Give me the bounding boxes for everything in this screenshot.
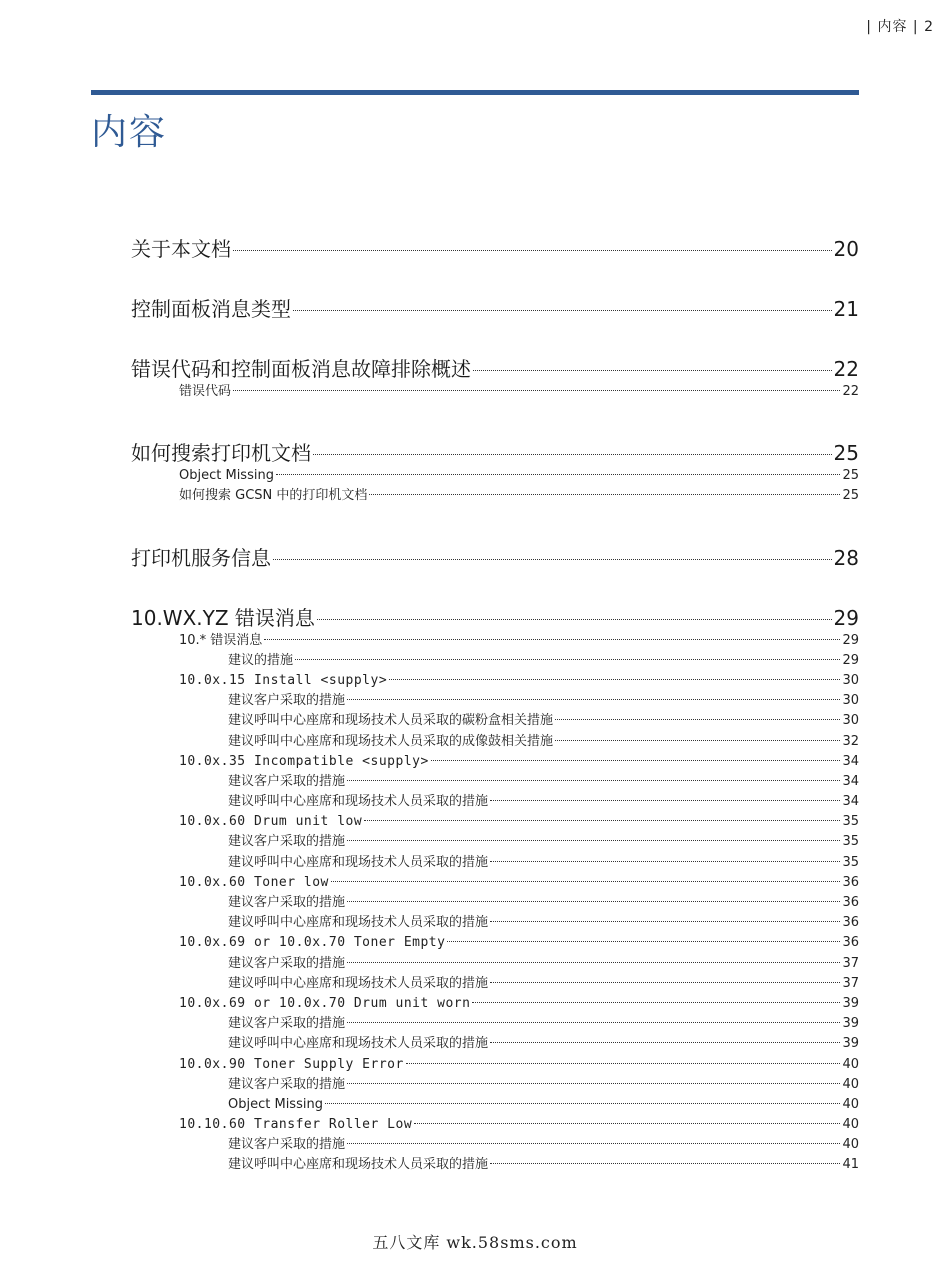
dot-leader: [264, 639, 840, 640]
toc-entry-label: 建议客户采取的措施: [228, 895, 346, 910]
toc-page-number: 36: [842, 874, 859, 890]
toc-page-number: 37: [842, 975, 859, 991]
toc-page-number: 40: [842, 1096, 859, 1112]
toc-page-number: 39: [842, 1016, 859, 1032]
toc-page-number: 25: [842, 488, 859, 504]
toc-subentry[interactable]: [131, 651, 859, 671]
toc-page-number: 28: [833, 545, 859, 570]
dot-leader: [331, 881, 841, 882]
toc-entry-label: 建议客户采取的措施: [228, 834, 346, 850]
toc-subentry[interactable]: [131, 1034, 859, 1054]
toc-page-number: 21: [833, 297, 859, 321]
dot-leader: [490, 861, 840, 862]
toc-entry-label: 建议呼叫中心座席和现场技术人员采取的措施: [228, 975, 489, 991]
toc-page-number: 29: [833, 605, 859, 630]
toc-page-number: 30: [842, 672, 859, 688]
dot-leader: [293, 310, 832, 311]
toc-entry-label: Object Missing: [179, 468, 274, 484]
toc-subentry[interactable]: [131, 933, 859, 953]
toc-entry-label: 10.0x.60 Toner low: [179, 874, 329, 890]
toc-entry-label: 控制面板消息类型: [131, 297, 291, 321]
toc-entry-troubleshooting-overview[interactable]: [131, 356, 859, 382]
dot-leader: [406, 1063, 841, 1064]
footer-watermark: 五八文库 wk.58sms.com: [372, 1233, 578, 1252]
toc-page-number: 40: [842, 1137, 859, 1153]
toc-page-number: 25: [842, 468, 859, 484]
dot-leader: [347, 1143, 840, 1144]
toc-subentry[interactable]: [131, 1075, 859, 1095]
toc-entry-label: 打印机服务信息: [131, 545, 271, 570]
toc-entry-label: 如何搜索打印机文档: [131, 441, 311, 466]
toc-page-number: 22: [833, 357, 859, 381]
toc-entry-label: 10.0x.60 Drum unit low: [179, 814, 363, 830]
toc-subentry[interactable]: [131, 812, 859, 832]
toc-page-number: 35: [842, 854, 859, 870]
toc-subentry[interactable]: [131, 873, 859, 893]
toc-entry-label: 建议呼叫中心座席和现场技术人员采取的措施: [228, 1036, 489, 1052]
toc-subentry[interactable]: [131, 893, 859, 913]
toc-entry-label: 建议呼叫中心座席和现场技术人员采取的成像鼓相关措施: [228, 733, 554, 749]
toc-page-number: 22: [842, 384, 859, 399]
toc-entry-label: 建议客户采取的措施: [228, 1076, 346, 1092]
title-rule: [91, 90, 859, 95]
toc-page-number: 25: [833, 441, 859, 466]
toc-entry-about[interactable]: [131, 236, 859, 262]
toc-subentry[interactable]: [131, 752, 859, 772]
toc-subentry[interactable]: [131, 1095, 859, 1115]
dot-leader: [447, 941, 840, 942]
toc-subentry[interactable]: [131, 792, 859, 812]
page-title: 内容: [91, 112, 168, 153]
toc-page-number: 35: [842, 834, 859, 850]
toc-entry-label: 建议客户采取的措施: [228, 1137, 346, 1153]
toc-subentry[interactable]: [131, 711, 859, 731]
toc-entry-label: 建议客户采取的措施: [228, 955, 346, 971]
toc-page-number: 30: [842, 693, 859, 709]
dot-leader: [490, 1163, 840, 1164]
running-header: | 内容 | 2: [866, 19, 934, 35]
dot-leader: [313, 454, 832, 455]
toc-subentry[interactable]: [131, 631, 859, 651]
toc-entry-label: 10.0x.90 Toner Supply Error: [179, 1056, 404, 1072]
toc-subentry[interactable]: [131, 466, 859, 486]
dot-leader: [555, 740, 840, 741]
dot-leader: [325, 1103, 841, 1104]
dot-leader: [472, 1002, 840, 1003]
dot-leader: [347, 901, 840, 902]
toc-page-number: 40: [842, 1076, 859, 1092]
toc-entry-label: 建议客户采取的措施: [228, 693, 346, 709]
dot-leader: [364, 820, 840, 821]
toc-entry-label: 10.0x.35 Incompatible <supply>: [179, 753, 429, 769]
dot-leader: [233, 250, 832, 251]
toc-subentry[interactable]: [131, 974, 859, 994]
toc-subentry[interactable]: [131, 832, 859, 852]
toc-entry-label: 10.* 错误消息: [179, 632, 263, 648]
dot-leader: [347, 699, 840, 700]
toc-entry-label: 建议呼叫中心座席和现场技术人员采取的措施: [228, 915, 489, 931]
dot-leader: [347, 1022, 840, 1023]
dot-leader: [389, 679, 840, 680]
toc-subentry[interactable]: [131, 1055, 859, 1075]
toc-entry-label: 建议呼叫中心座席和现场技术人员采取的措施: [228, 854, 489, 870]
dot-leader: [233, 390, 840, 391]
toc-page-number: 34: [842, 773, 859, 789]
toc-subentry[interactable]: [131, 772, 859, 792]
toc-subentry[interactable]: [131, 954, 859, 974]
toc-page-number: 35: [842, 814, 859, 830]
toc-entry-label: 10.0x.15 Install <supply>: [179, 672, 388, 688]
toc-page-number: 34: [842, 753, 859, 769]
dot-leader: [276, 474, 841, 475]
toc-entry-service-info[interactable]: [131, 545, 859, 571]
toc-entry-label: 10.10.60 Transfer Roller Low: [179, 1117, 413, 1133]
toc-subentry[interactable]: [131, 671, 859, 691]
toc-subentry[interactable]: [131, 1135, 859, 1155]
dot-leader: [431, 760, 841, 761]
dot-leader: [490, 800, 840, 801]
toc-entry-label: 如何搜索 GCSN 中的打印机文档: [179, 488, 368, 504]
toc-page-number: 29: [842, 652, 859, 668]
toc-page-number: 37: [842, 955, 859, 971]
toc-subentry[interactable]: [131, 486, 859, 506]
toc-subentry[interactable]: [131, 732, 859, 752]
dot-leader: [347, 962, 840, 963]
toc-entry-label: 建议呼叫中心座席和现场技术人员采取的措施: [228, 1157, 489, 1173]
toc-entry-label: 10.WX.YZ 错误消息: [131, 605, 315, 630]
toc-page-number: 34: [842, 794, 859, 810]
toc-entry-label: 建议客户采取的措施: [228, 773, 346, 789]
dot-leader: [317, 619, 832, 620]
dot-leader: [555, 719, 840, 720]
toc-page-number: 39: [842, 995, 859, 1011]
toc-entry-search-docs[interactable]: [131, 440, 859, 466]
toc-entry-label: 建议呼叫中心座席和现场技术人员采取的碳粉盒相关措施: [228, 713, 554, 729]
toc-entry-error-messages[interactable]: [131, 605, 859, 631]
toc-page-number: 32: [842, 733, 859, 749]
toc-page-number: 29: [842, 632, 859, 648]
dot-leader: [347, 780, 840, 781]
toc-entry-label: 建议呼叫中心座席和现场技术人员采取的措施: [228, 794, 489, 810]
toc-entry-label: 错误代码: [179, 384, 232, 399]
toc-subentry[interactable]: [131, 382, 859, 402]
toc-subentry[interactable]: [131, 691, 859, 711]
toc-page-number: 39: [842, 1036, 859, 1052]
toc-subentry[interactable]: [131, 853, 859, 873]
dot-leader: [295, 659, 840, 660]
toc-subentry[interactable]: [131, 913, 859, 933]
toc-entry-label: 10.0x.69 or 10.0x.70 Toner Empty: [179, 935, 446, 951]
dot-leader: [347, 1083, 840, 1084]
toc-page-number: 36: [842, 915, 859, 931]
dot-leader: [347, 840, 840, 841]
toc-page-number: 30: [842, 713, 859, 729]
toc-entry-label: 建议客户采取的措施: [228, 1016, 346, 1032]
toc-page-number: 40: [842, 1056, 859, 1072]
toc-entry-label: 错误代码和控制面板消息故障排除概述: [131, 357, 471, 381]
dot-leader: [490, 982, 840, 983]
toc-subentry[interactable]: [131, 1115, 859, 1135]
toc-subentry[interactable]: [131, 1014, 859, 1034]
toc-subentry[interactable]: [131, 994, 859, 1014]
dot-leader: [273, 559, 832, 560]
dot-leader: [490, 1042, 840, 1043]
toc-page-number: 36: [842, 935, 859, 951]
toc-page-number: 40: [842, 1117, 859, 1133]
toc-entry-label: 关于本文档: [131, 237, 231, 261]
toc-entry-label: Object Missing: [228, 1096, 323, 1112]
toc-page-number: 36: [842, 895, 859, 910]
dot-leader: [473, 370, 832, 371]
toc-entry-message-types[interactable]: [131, 296, 859, 322]
toc-subentry[interactable]: [131, 1155, 859, 1175]
toc-page-number: 20: [833, 237, 859, 261]
toc-entry-label: 建议的措施: [228, 652, 294, 668]
toc-page-number: 41: [842, 1157, 859, 1173]
table-of-contents: [131, 236, 859, 1176]
toc-entry-label: 10.0x.69 or 10.0x.70 Drum unit worn: [179, 995, 471, 1011]
dot-leader: [414, 1123, 840, 1124]
dot-leader: [369, 494, 840, 495]
dot-leader: [490, 921, 840, 922]
